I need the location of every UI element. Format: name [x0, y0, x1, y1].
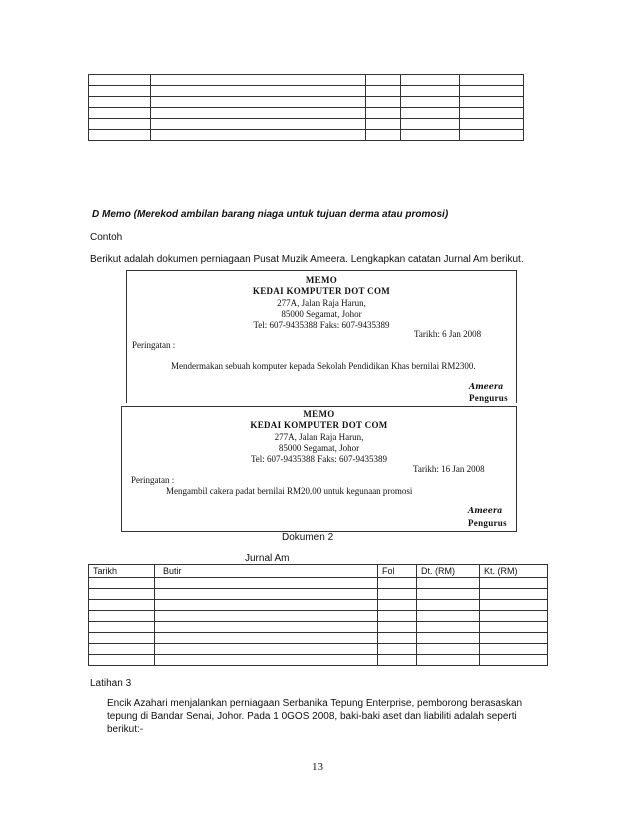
table-cell	[151, 75, 366, 86]
memo-address-line-2: 85000 Segamat, Johor	[281, 309, 362, 319]
table-cell	[401, 130, 460, 141]
table-cell	[89, 589, 155, 600]
table-cell	[378, 622, 417, 633]
table-row	[89, 75, 524, 86]
table-cell	[89, 655, 155, 666]
memo-signer-title: Pengurus	[469, 393, 508, 403]
memo-signature: Ameera	[469, 381, 504, 391]
table-cell	[155, 644, 378, 655]
jurnal-am-title: Jurnal Am	[245, 553, 290, 564]
table-cell	[366, 119, 401, 130]
memo-date: Tarikh: 16 Jan 2008	[413, 464, 485, 474]
table-cell	[89, 644, 155, 655]
table-cell	[378, 611, 417, 622]
table-row	[89, 611, 548, 622]
table-cell	[151, 130, 366, 141]
table-cell	[89, 578, 155, 589]
memo-peringatan-label: Peringatan :	[132, 340, 176, 350]
table-cell	[480, 644, 548, 655]
table-cell	[480, 622, 548, 633]
memo-address-line-2: 85000 Segamat, Johor	[278, 443, 360, 453]
table-row	[89, 655, 548, 666]
table-cell	[155, 611, 378, 622]
table-cell	[89, 97, 151, 108]
table-cell	[378, 644, 417, 655]
dokumen-caption: Dokumen 2	[282, 532, 334, 543]
table-cell	[89, 622, 155, 633]
latihan-line-3: berikut:-	[107, 724, 144, 735]
memo-body: Mengambil cakera padat bernilai RM20.00 untuk kegunaan promosi	[166, 486, 413, 496]
table-cell	[366, 130, 401, 141]
table-cell	[89, 86, 151, 97]
table-cell	[155, 589, 378, 600]
memo-peringatan-label: Peringatan :	[131, 475, 175, 485]
table-cell	[417, 611, 480, 622]
table-cell	[155, 600, 378, 611]
table-cell	[151, 108, 366, 119]
table-cell	[417, 633, 480, 644]
table-cell	[460, 130, 524, 141]
memo-body: Mendermakan sebuah komputer kepada Sekolah Pendidikan Khas bernilai RM2300.	[171, 361, 476, 371]
table-row	[89, 119, 524, 130]
table-cell	[480, 655, 548, 666]
table-cell	[417, 578, 480, 589]
table-cell	[378, 600, 417, 611]
table-cell	[417, 589, 480, 600]
table-row	[89, 633, 548, 644]
header-butir: Butir	[155, 565, 378, 578]
latihan-line-1: Encik Azahari menjalankan perniagaan Serbanika Tepung Enterprise, pemborong berasaskan	[107, 698, 523, 709]
header-fol: Fol	[378, 565, 417, 578]
table-row	[89, 130, 524, 141]
latihan-title: Latihan 3	[90, 678, 132, 689]
table-cell	[417, 600, 480, 611]
table-cell	[401, 119, 460, 130]
table-cell	[378, 655, 417, 666]
table-row	[89, 97, 524, 108]
memo-address-line-1: 277A, Jalan Raja Harun,	[277, 298, 366, 308]
table-cell	[480, 633, 548, 644]
latihan-line-2: tepung di Bandar Senai, Johor. Pada 1 0GOS 2008, baki-baki aset dan liabiliti adalah seperti	[107, 711, 517, 722]
table-row	[89, 578, 548, 589]
header-debit: Dt. (RM)	[417, 565, 480, 578]
table-row	[89, 644, 548, 655]
table-cell	[417, 622, 480, 633]
section-d-heading: D Memo (Merekod ambilan barang niaga untuk tujuan derma atau promosi)	[92, 209, 449, 220]
table-cell	[401, 75, 460, 86]
memo-1	[126, 270, 517, 403]
table-cell	[401, 86, 460, 97]
memo-contact: Tel: 607-9435388 Faks: 607-9435389	[250, 454, 388, 464]
table-cell	[89, 633, 155, 644]
table-cell	[155, 578, 378, 589]
table-cell	[460, 97, 524, 108]
memo-date: Tarikh: 6 Jan 2008	[414, 329, 482, 339]
table-cell	[378, 633, 417, 644]
memo-address-line-1: 277A, Jalan Raja Harun,	[274, 432, 364, 442]
table-cell	[460, 108, 524, 119]
table-cell	[401, 97, 460, 108]
table-cell	[89, 130, 151, 141]
jurnal-am-table	[88, 564, 548, 666]
memo-signer-title: Pengurus	[468, 518, 507, 528]
table-cell	[417, 655, 480, 666]
table-cell	[460, 75, 524, 86]
table-cell	[401, 108, 460, 119]
table-cell	[151, 119, 366, 130]
section-d-instruction: Berikut adalah dokumen perniagaan Pusat Muzik Ameera. Lengkapkan catatan Jurnal Am berikut.	[90, 254, 524, 265]
table-cell	[89, 75, 151, 86]
table-cell	[366, 86, 401, 97]
table-cell	[155, 622, 378, 633]
table-cell	[366, 97, 401, 108]
table-cell	[366, 75, 401, 86]
memo-signature: Ameera	[468, 505, 503, 515]
memo-title: MEMO	[305, 275, 338, 285]
table-cell	[155, 633, 378, 644]
table-cell	[151, 97, 366, 108]
table-row	[89, 600, 548, 611]
header-kredit: Kt. (RM)	[480, 565, 548, 578]
page-number: 13	[312, 761, 323, 773]
table-row	[89, 108, 524, 119]
table-cell	[480, 578, 548, 589]
top-ledger-table	[88, 74, 524, 141]
table-cell	[417, 644, 480, 655]
contoh-label: Contoh	[90, 232, 123, 243]
table-cell	[366, 108, 401, 119]
memo-contact: Tel: 607-9435388 Faks: 607-9435389	[253, 320, 390, 330]
table-cell	[89, 611, 155, 622]
table-cell	[480, 589, 548, 600]
table-cell	[155, 655, 378, 666]
table-cell	[460, 86, 524, 97]
table-cell	[378, 578, 417, 589]
memo-company: KEDAI KOMPUTER DOT COM	[252, 286, 391, 296]
table-header-row	[89, 565, 548, 578]
table-cell	[89, 108, 151, 119]
table-cell	[480, 600, 548, 611]
table-row	[89, 86, 524, 97]
table-cell	[480, 611, 548, 622]
memo-company: KEDAI KOMPUTER DOT COM	[250, 420, 388, 430]
header-tarikh: Tarikh	[89, 565, 155, 578]
memo-2	[121, 406, 517, 532]
memo-title: MEMO	[303, 409, 335, 419]
table-cell	[460, 119, 524, 130]
table-cell	[89, 119, 151, 130]
table-row	[89, 589, 548, 600]
table-cell	[378, 589, 417, 600]
table-cell	[151, 86, 366, 97]
table-cell	[89, 600, 155, 611]
table-row	[89, 622, 548, 633]
